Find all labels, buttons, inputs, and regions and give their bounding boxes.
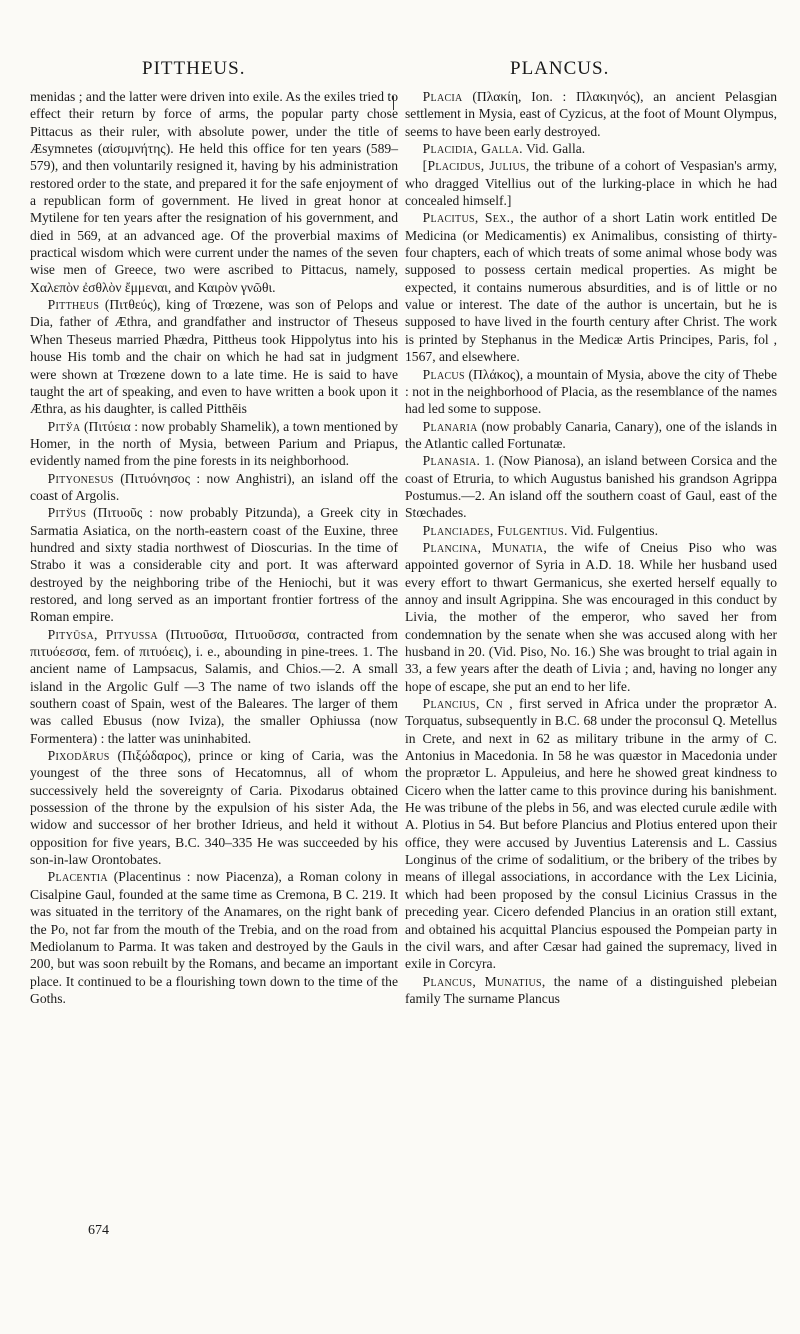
entry-headword: Pitўa (47, 418, 81, 434)
entry-headword: Pityūsa, Pityussa (47, 626, 158, 642)
entry (405, 366, 777, 418)
entry-headword: Placia (422, 89, 463, 104)
header-left-title: PITTHEUS. (142, 58, 246, 79)
entry-headword: [Placidus, Julius, (422, 158, 530, 174)
entry-text: menidas ; and the latter were driven into exile. As the exiles tried to effect their return by force of arms, the popular party chose Pittacus as their ruler, with absolute power, under the title of Æsymnetes (αἰσυμνήτης). He held this office for ten years (589–579), and then voluntarily resigned it, having by his administration restored order to the state, and prepared it for the safe enjoyment of a republican form of government. He lived in great honor at Mytilene for ten years after the resignation of his government, and died in 569, at an advanced age. Of the proverbial maxims of practical wisdom which were current under the names of the seven wise men of Greece, two were ascribed to Pittacus, namely, Χαλεπὸν ἐσθλὸν ἔμμεναι, and Καιρὸν γνῶθι. (30, 89, 398, 295)
entry-headword: Placentia (47, 869, 108, 885)
entry-headword: Planciades, Fulgentius. (422, 522, 568, 538)
entry (405, 522, 777, 539)
left-column (30, 88, 398, 1007)
entry-text: first served in Africa under the proprætor A. Torquatus, subsequently in B.C. 68 under the proconsul Q. Metellus in Crete, and next in 62 as military tribune in the army of C. Antonius in Macedonia. In 58 he was quæstor in Macedonia under the proprætor L. Appuleius, and here he showed great kindness to Cicero when the latter came to this province during his banishment. He was tribune of the plebs in 56, and was elected curule ædile with A. Plotius in 54. But before Plancius and Plotius entered upon their office, they were accused by Juventius Laterensis and L. Cassius Longinus of the crime of sodalitium, or the bribery of the tribes by means of illegal associations, in accordance with the Lex Licinia, which had been proposed by the consul Licinius Crassus in the preceding year. Cicero defended Plancius in an oration still extant, and obtained his acquittal Plancius espoused the Pompeian party in the civil wars, and after Cæsar had gained the supremacy, lived in exile in Corcyra. (405, 696, 777, 972)
page-number: 674 (88, 1223, 109, 1238)
entry-text: (Πιτυοῦς : now probably Pitzunda), a Greek city in Sarmatia Asiatica, on the north-eastern coast of the Euxine, three hundred and sixty stadia northwest of Dioscurias. In the time of Strabo it was a considerable city and port. It was afterward destroyed by the neighboring tribe of the Heniochi, but it was restored, and long served as an important frontier fortress of the Roman empire. (30, 505, 398, 625)
entry-text: (Πιτυοῦσα, Πιτυοῦσσα, contracted from πιτυόεσσα, fem. of πιτυόεις), i. e., abounding in pine-trees. 1. The ancient name of Lampsacus, Salamis, and Chios.—2. A small island in the Argolic Gulf —3 The name of two islands off the southern coast of Spain, west of the Baleares. The larger of them was called Ebusus (now Iviza), the smaller Ophiussa (now Formentera) : the latter was uninhabited. (30, 626, 398, 746)
entry-text: (Πιξώδαρος), prince or king of Caria, was the youngest of the three sons of Hecatomnus, all of whom successively held the sovereignty of Caria. Pixodarus obtained possession of the throne by the expulsion of his sister Ada, the widow and successor of her brother Idrieus, and held it without opposition for five years, B.C. 340–335 He was succeeded by his son-in-law Orontobates. (30, 748, 398, 868)
entry (30, 296, 398, 417)
entry (405, 695, 777, 973)
entry-text: (Πιτυόνησος : now Anghistri), an island off the coast of Argolis. (30, 470, 398, 503)
entry (30, 504, 398, 625)
entry (405, 973, 777, 1008)
entry-headword: Pitўus (47, 505, 87, 521)
entry-headword: Planaria (422, 418, 478, 434)
entry (30, 88, 398, 296)
entry (30, 626, 398, 747)
entry-text: the name of a distinguished plebeian family The surname Plancus (405, 973, 778, 1006)
entry (405, 539, 777, 695)
entry-text: the wife of Cneius Piso who was appointed governor of Syria in A.D. 18. While her husband used every effort to thwart Germanicus, she exerted herself equally to annoy and insult Agrippina. She was encouraged in this conduct by Livia, the mother of the emperor, who saved her from condemnation by the senate when she was accused along with her husband in 20. (Vid. Piso, No. 16.) She was brought to trial again in 33, a few years after the death of Livia ; and, having no longer any hope of escape, she put an end to her life. (405, 539, 777, 694)
entry-text: (Placentinus : now Piacenza), a Roman colony in Cisalpine Gaul, founded at the same time as Cremona, B C. 219. It was situated in the territory of the Anamares, on the right bank of the Po, not far from the mouth of the Trebia, and on the road from Mediolanum to Parma. It was taken and destroyed by the Gauls in 200, but was soon rebuilt by the Romans, and became an important place. It continued to be a flourishing town down to the time of the Goths. (30, 869, 398, 1006)
entry (405, 140, 777, 157)
entry (30, 747, 398, 868)
entry-headword: Plancina, Munatia, (422, 539, 548, 555)
entry-headword: Placus (422, 366, 465, 382)
entry (30, 868, 398, 1007)
entry-headword: Placitus, Sex., (422, 210, 515, 226)
running-header (30, 58, 770, 84)
entry (405, 157, 777, 209)
entry-headword: Planasia. (422, 453, 481, 469)
entry-text: (Πλακίη, Ion. : Πλακιηνός), an ancient Pelasgian settlement in Mysia, east of Cyzicus, at the foot of Mount Olympus, seems to have been early destroyed. (405, 89, 777, 139)
entry-text: Vid. Fulgentius. (567, 522, 658, 538)
entry-text: 1. (Now Pianosa), an island between Corsica and the coast of Etruria, to which Augustus banished his grandson Agrippa Postumus.—2. An island off the southern coast of Gaul, east of the Stœchades. (405, 453, 777, 521)
entry-headword: Pityonesus (47, 470, 114, 486)
entry (30, 470, 398, 505)
entry-headword: Placidia, Galla. (422, 141, 523, 157)
entry (405, 209, 777, 365)
entry-headword: Pittheus (47, 297, 100, 313)
header-right-title: PLANCUS. (510, 58, 610, 79)
entry-text: the tribune of a cohort of Vespasian's army, who dragged Vitellius out of the lurking-place in which he had concealed himself.] (405, 158, 777, 209)
entry-text: (now probably Canaria, Canary), one of the islands in the Atlantic called Fortunatæ. (405, 418, 777, 451)
entry-text: Vid. Galla. (522, 141, 586, 157)
entry-text: (Πλάκος), a mountain of Mysia, above the city of Thebe : not in the neighborhood of Placia, as the resemblance of the names had led some to suppose. (405, 366, 777, 417)
entry-headword: Plancus, Munatius, (422, 973, 546, 989)
entry (405, 452, 777, 521)
right-column (405, 88, 777, 1007)
entry-text: (Πιτθεύς), king of Trœzene, was son of Pelops and Dia, father of Æthra, and grandfather and instructor of Theseus When Theseus married Phædra, Pittheus took Hippolytus into his house His tomb and the chair on which he had sat in judgment were shown at Trœzene down to a late time. He is said to have taught the art of speaking, and even to have written a book upon it Æthra, as his daughter, is called Pitthēis (30, 297, 398, 417)
entry (405, 88, 777, 140)
entry-text: (Πιτύεια : now probably Shamelik), a town mentioned by Homer, in the north of Mysia, between Parium and Priapus, evidently named from the pine forests in its neighborhood. (30, 418, 398, 469)
entry-text: the author of a short Latin work entitled De Medicina (or Medicamentis) ex Animalibus, consisting of thirty-four chapters, each of which treats of some animal whose body was supposed to possess certain medical properties. As might be expected, it contains numerous absurdities, and is of little or no value or interest. The date of the author is uncertain, but he is supposed to have lived in the fourth century after Christ. The work is printed by Stephanus in the Medicæ Artis Principes, Paris, fol , 1567, and elsewhere. (405, 210, 777, 365)
entry (30, 418, 398, 470)
entry (405, 418, 777, 453)
entry-headword: Plancius, Cn , (422, 696, 513, 712)
entry-headword: Pixodărus (47, 748, 110, 764)
